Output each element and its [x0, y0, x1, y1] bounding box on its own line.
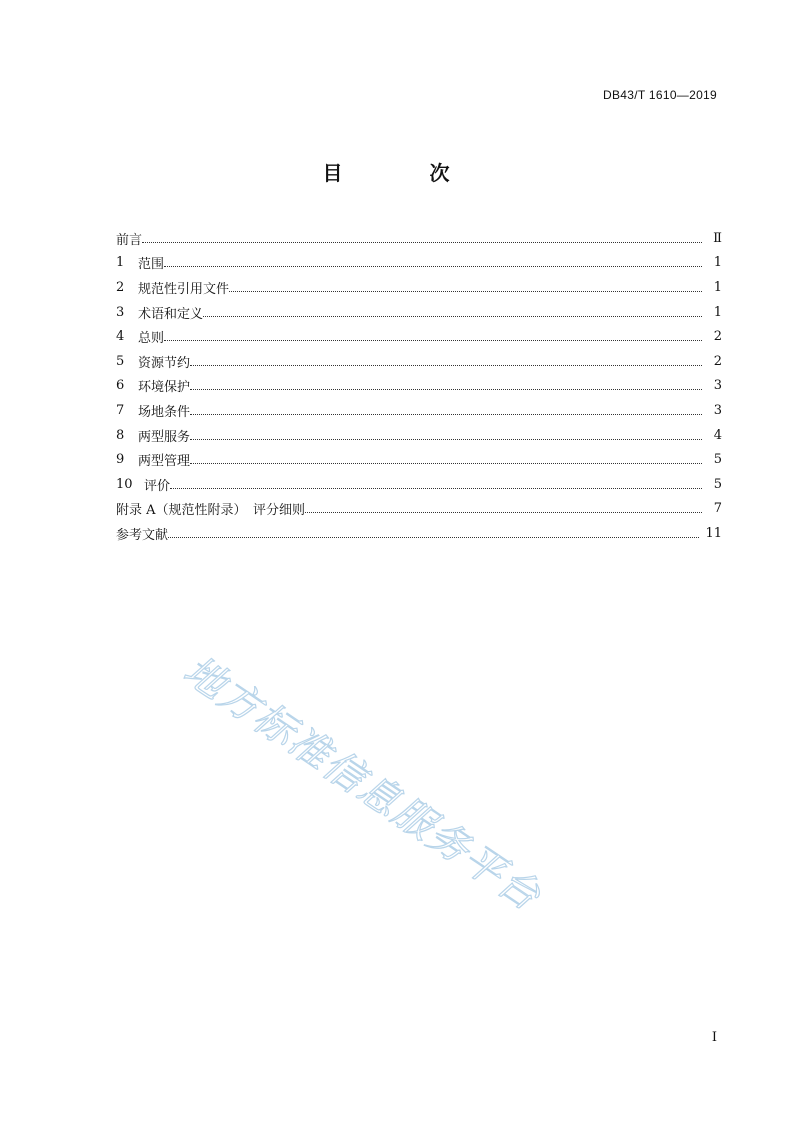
toc-entry-number: 2 — [116, 279, 125, 295]
toc-entry-number: 9 — [116, 452, 125, 468]
toc-entry-page: 2 — [713, 329, 722, 345]
toc-entry-number: 8 — [116, 427, 125, 443]
toc-entry-scope[interactable] — [116, 251, 722, 276]
toc-entry-number: 5 — [116, 353, 125, 369]
watermark: 地方标准信息服务平台 — [175, 647, 550, 921]
toc-entry-bibliography[interactable] — [116, 521, 722, 546]
toc-entry-label: 两型服务 — [138, 429, 191, 445]
dot-leader — [168, 537, 699, 538]
table-of-contents — [116, 226, 722, 546]
toc-entry-page: Ⅱ — [713, 230, 722, 246]
toc-entry-page: 11 — [705, 525, 722, 541]
toc-entry-number: 7 — [116, 402, 125, 418]
dot-leader — [190, 414, 702, 415]
toc-entry-label: 两型管理 — [138, 454, 191, 470]
toc-entry-page: 7 — [713, 501, 722, 517]
toc-entry-page: 2 — [713, 353, 722, 369]
page-number: I — [711, 1030, 717, 1045]
dot-leader — [190, 439, 702, 440]
toc-entry-number: 10 — [116, 476, 133, 492]
toc-entry-label: 环境保护 — [138, 380, 191, 396]
toc-entry-page: 5 — [713, 452, 722, 468]
toc-entry-label: 附录 A（规范性附录） 评分细则 — [116, 503, 306, 519]
dot-leader — [203, 316, 702, 317]
toc-entry-two-type-management[interactable] — [116, 447, 722, 472]
dot-leader — [305, 512, 702, 513]
dot-leader — [170, 488, 702, 489]
dot-leader — [190, 389, 702, 390]
toc-entry-resource-saving[interactable] — [116, 349, 722, 374]
toc-entry-page: 1 — [713, 279, 722, 295]
toc-entry-appendix-a[interactable] — [116, 497, 722, 522]
toc-entry-label: 范围 — [138, 257, 165, 273]
toc-entry-number: 4 — [116, 329, 125, 345]
toc-entry-label: 前言 — [116, 232, 143, 248]
toc-entry-page: 4 — [713, 427, 722, 443]
toc-entry-label: 规范性引用文件 — [138, 281, 230, 297]
toc-entry-normative-references[interactable] — [116, 275, 722, 300]
dot-leader — [164, 340, 702, 341]
toc-entry-label: 术语和定义 — [138, 306, 204, 322]
dot-leader — [190, 463, 702, 464]
toc-entry-label: 场地条件 — [138, 404, 191, 420]
dot-leader — [142, 242, 702, 243]
dot-leader — [190, 365, 702, 366]
toc-entry-number: 1 — [116, 255, 125, 271]
toc-entry-label: 参考文献 — [116, 527, 169, 543]
toc-entry-number: 3 — [116, 304, 125, 320]
toc-entry-label: 总则 — [138, 331, 165, 347]
toc-entry-page: 3 — [713, 378, 722, 394]
toc-entry-label: 评价 — [144, 478, 171, 494]
toc-entry-page: 3 — [713, 402, 722, 418]
toc-entry-number: 6 — [116, 378, 125, 394]
toc-entry-page: 1 — [713, 255, 722, 271]
document-code: DB43/T 1610—2019 — [603, 88, 717, 102]
toc-entry-foreword[interactable] — [116, 226, 722, 251]
dot-leader — [164, 266, 702, 267]
toc-entry-general[interactable] — [116, 324, 722, 349]
toc-entry-environmental-protection[interactable] — [116, 374, 722, 399]
toc-entry-site-conditions[interactable] — [116, 398, 722, 423]
toc-entry-two-type-service[interactable] — [116, 423, 722, 448]
dot-leader — [229, 291, 702, 292]
toc-entry-page: 1 — [713, 304, 722, 320]
toc-title: 目 次 — [322, 161, 490, 185]
toc-entry-evaluation[interactable] — [116, 472, 722, 497]
toc-entry-page: 5 — [713, 476, 722, 492]
toc-entry-terms-definitions[interactable] — [116, 300, 722, 325]
toc-entry-label: 资源节约 — [138, 355, 191, 371]
